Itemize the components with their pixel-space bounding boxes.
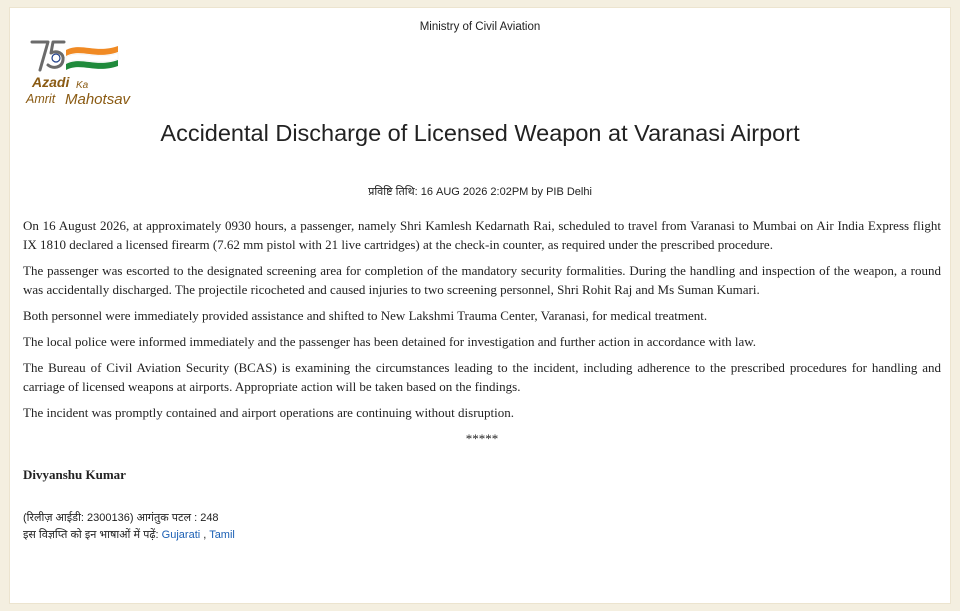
logo-ka-text: Ka: [76, 80, 89, 91]
separator: *****: [465, 431, 499, 446]
posted-dateline: प्रविष्टि तिथि: 16 AUG 2026 2:02PM by PIB Delhi: [368, 186, 592, 198]
paragraph: The incident was promptly contained and airport operations are continuing without disruption.: [23, 405, 514, 420]
author-name: Divyanshu Kumar: [23, 467, 126, 482]
language-link-tamil[interactable]: Tamil: [209, 529, 235, 541]
logo-amrit-text: Amrit: [26, 92, 56, 106]
paragraph: The Bureau of Civil Aviation Security (BCAS) is examining the circumstances leading to the incident, including adherence to the prescribed procedures for handling and carriage of licensed weapons at airports. Appropriate action will be taken based on the findings.: [23, 360, 941, 394]
ministry-name: Ministry of Civil Aviation: [419, 21, 541, 33]
paragraph: The passenger was escorted to the designated screening area for completion of the mandatory security formalities. During the handling and inspection of the weapon, a round was accidentally discharged. The projectile ricocheted and caused injuries to two screening personnel, Shri Rohit Raj and Ms Suman Kumari.: [23, 263, 941, 297]
paragraph: Both personnel were immediately provided assistance and shifted to New Lakshmi Trauma Center, Varanasi, for medical treatment.: [23, 308, 708, 323]
page-title: Accidental Discharge of Licensed Weapon at Varanasi Airport: [160, 120, 800, 146]
paragraph: On 16 August 2026, at approximately 0930 hours, a passenger, namely Shri Kamlesh Kedarnath Rai, scheduled to travel from Varanasi to Mumbai on Air India Express flight IX 1810 declared a licensed firearm (7.62 mm pistol with 21 live cartridges) at the check-in counter, as required under the prescribed procedure.: [23, 218, 941, 252]
release-id-line: (रिलीज़ आईडी: 2300136) आगंतुक पटल : 248: [23, 512, 219, 524]
languages-separator: ,: [200, 529, 210, 541]
press-release-page: [9, 7, 951, 604]
language-link-gujarati[interactable]: Gujarati: [161, 529, 201, 541]
language-links: [23, 527, 235, 544]
article-body: [23, 216, 941, 448]
release-info: [23, 510, 235, 544]
languages-prefix: इस विज्ञप्ति को इन भाषाओं में पढ़ें:: [23, 529, 162, 541]
logo-mahotsav-text: Mahotsav: [65, 91, 131, 108]
paragraph: The local police were informed immediately and the passenger has been detained for investigation and further action in accordance with law.: [23, 334, 757, 349]
azadi-ka-amrit-mahotsav-logo: [26, 36, 146, 110]
logo-azadi-text: Azadi: [32, 74, 70, 90]
